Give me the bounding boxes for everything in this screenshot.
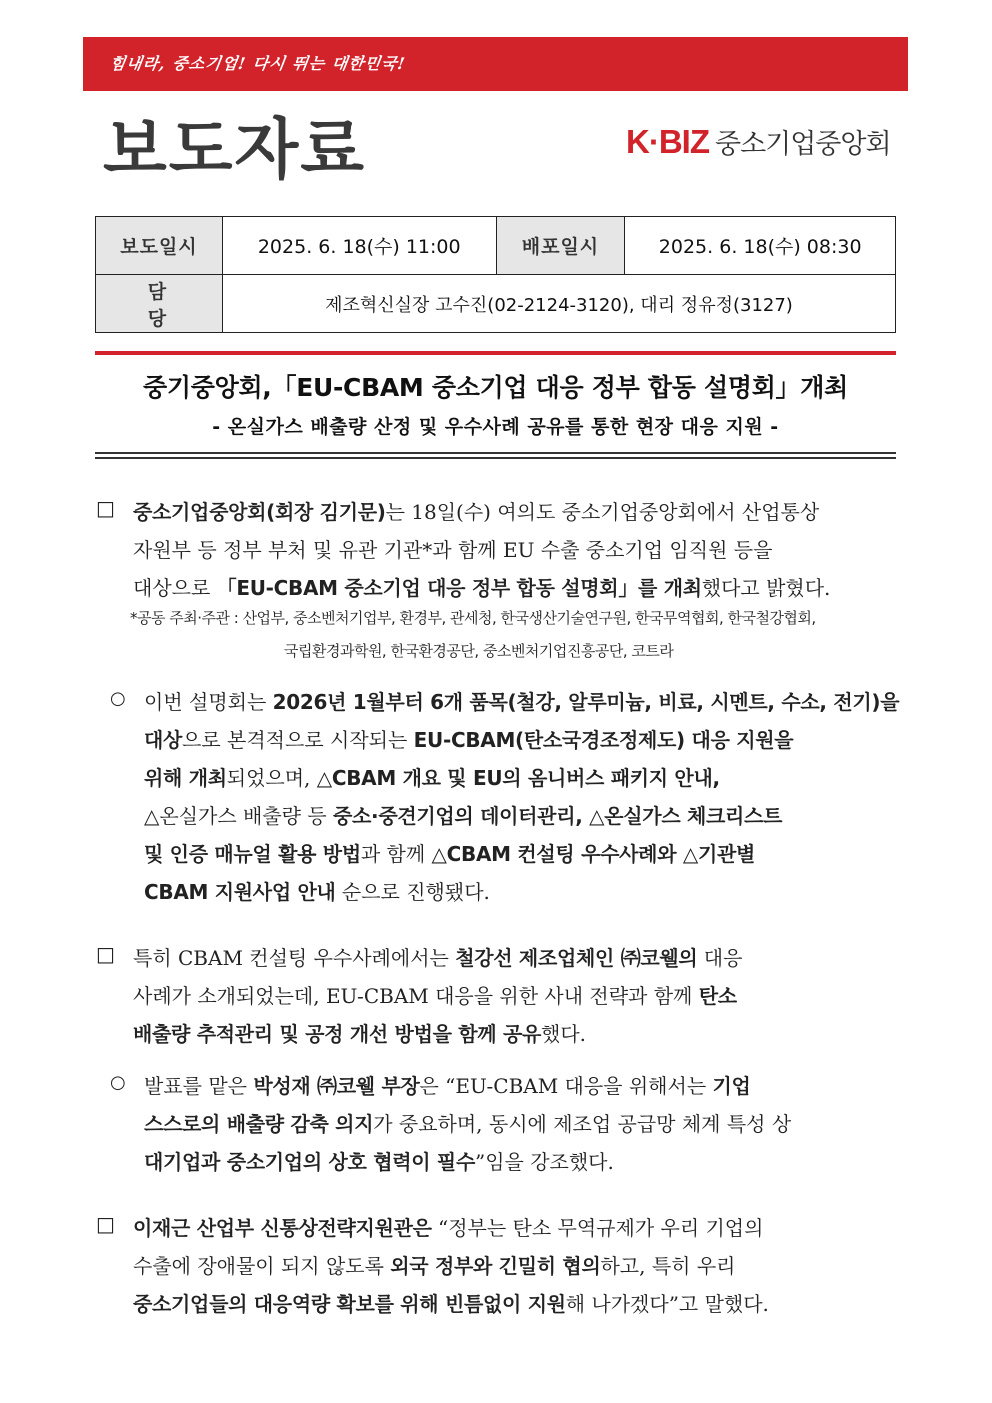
- bold-text: 이재근 산업부 신통상전략지원관은: [133, 1216, 432, 1240]
- bold-text: 위해 개최: [144, 766, 227, 790]
- text: 했다고 밝혔다.: [701, 576, 831, 600]
- bold-text: 2026년 1월부터 6개 품목(철강, 알루미늄, 비료, 시멘트, 수소, 전기)을: [272, 690, 900, 714]
- headline-top-rule: [95, 351, 896, 355]
- distribution-date-label: 배포일시: [496, 217, 625, 275]
- bold-text: 스스로의 배출량 감축 의지: [144, 1112, 374, 1136]
- paragraph-3-line-3: [133, 1018, 586, 1047]
- text: 과 함께: [360, 842, 432, 866]
- bold-text: 「EU-CBAM 중소기업 대응 정부 합동 설명회」를 개최: [216, 576, 702, 600]
- subheadline: - 온실가스 배출량 산정 및 우수사례 공유를 통한 현장 대응 지원 -: [212, 416, 779, 438]
- paragraph-4-line-3: [144, 1146, 614, 1175]
- text: 특히 CBAM 컨설팅 우수사례에서는: [133, 946, 456, 970]
- paragraph-4-line-2: [144, 1108, 791, 1137]
- paragraph-2-line-5: [144, 838, 755, 867]
- slogan-text: 힘내라, 중소기업! 다시 뛰는 대한민국!: [108, 54, 407, 73]
- bold-text: 대상: [144, 728, 183, 752]
- paragraph-5-line-1: [133, 1212, 763, 1241]
- bold-text: 배출량 추적관리 및 공정 개선 방법을 함께 공유: [133, 1022, 542, 1046]
- slogan-banner: [83, 37, 908, 91]
- square-bullet: □: [96, 942, 115, 966]
- square-bullet: □: [96, 496, 115, 520]
- bold-text: 박성재 ㈜코웰 부장: [253, 1074, 420, 1098]
- text: 는 18일(수) 여의도 중소기업중앙회에서 산업통상: [385, 500, 820, 524]
- text: 으로 본격적으로 시작되는: [182, 728, 414, 752]
- text: 대상으로: [133, 576, 217, 600]
- bold-text: 중소기업중앙회(회장 김기문): [133, 500, 386, 524]
- text: 발표를 맡은: [144, 1074, 254, 1098]
- text: △온실가스 배출량 등: [144, 804, 334, 828]
- bold-text: 기업: [712, 1074, 751, 1098]
- bold-text: 및 인증 매뉴얼 활용 방법: [144, 842, 361, 866]
- text: 이번 설명회는: [144, 690, 273, 714]
- bold-text: CBAM 지원사업 안내: [144, 880, 336, 904]
- text: 되었으며,: [226, 766, 317, 790]
- circle-bullet: ○: [110, 688, 126, 709]
- text: 순으로 진행됐다.: [335, 880, 490, 904]
- paragraph-1-line-1: [133, 496, 819, 525]
- double-rule-lower: [95, 457, 896, 459]
- bold-text: △CBAM 컨설팅 우수사례와 △기관별: [431, 842, 756, 866]
- paragraph-1-line-3: [133, 572, 830, 601]
- bold-text: 중소·중견기업의 데이터관리, △온실가스 체크리스트: [333, 804, 783, 828]
- text: 대응: [697, 946, 743, 970]
- paragraph-2-line-2: [144, 724, 793, 753]
- text: 해 나가겠다”고 말했다.: [565, 1292, 769, 1316]
- paragraph-5-line-3: [133, 1288, 769, 1317]
- text: 했다.: [541, 1022, 587, 1046]
- release-info-table: [95, 216, 896, 333]
- kbiz-logo: [626, 122, 891, 161]
- bold-text: 탄소: [698, 984, 737, 1008]
- logo-mark: K·BIZ: [626, 122, 709, 160]
- release-date-value: 2025. 6. 18(수) 11:00: [222, 217, 496, 275]
- paragraph-1-line-2: 자원부 등 정부 부처 및 유관 기관*과 함께 EU 수출 중소기업 임직원 등을: [133, 538, 773, 562]
- bold-text: 대기업과 중소기업의 상호 협력이 필수: [144, 1150, 475, 1174]
- release-date-label: 보도일시: [96, 217, 223, 275]
- footnote-line-1: *공동 주최·주관 : 산업부, 중소벤처기업부, 환경부, 관세청, 한국생산기술연구원, 한국무역협회, 한국철강협회,: [130, 609, 816, 627]
- footnote-line-2: 국립환경과학원, 한국환경공단, 중소벤처기업진흥공단, 코트라: [284, 642, 674, 660]
- document-type-title: 보도자료: [103, 111, 367, 188]
- text: “정부는 탄소 무역규제가 우리 기업의: [431, 1216, 764, 1240]
- paragraph-2-line-4: [144, 800, 782, 829]
- text: 은 “EU-CBAM 대응을 위해서는: [419, 1074, 713, 1098]
- text: ”임을 강조했다.: [474, 1150, 614, 1174]
- org-name: 중소기업중앙회: [714, 129, 891, 160]
- bold-text: 철강선 제조업체인 ㈜코웰의: [455, 946, 698, 970]
- contact-value: 제조혁신실장 고수진(02-2124-3120), 대리 정유정(3127): [222, 275, 895, 333]
- text: 가 중요하며, 동시에 제조업 공급망 체계 특성 상: [373, 1112, 792, 1136]
- bold-text: △CBAM 개요 및 EU의 옴니버스 패키지 안내,: [316, 766, 720, 790]
- bold-text: 외국 정부와 긴밀히 협의: [390, 1254, 601, 1278]
- double-rule-upper: [95, 452, 896, 454]
- paragraph-2-line-6: [144, 876, 490, 905]
- contact-label: 담 당: [96, 275, 223, 333]
- headline: 중기중앙회,「EU-CBAM 중소기업 대응 정부 합동 설명회」개최: [143, 373, 848, 402]
- text: 사례가 소개되었는데, EU-CBAM 대응을 위한 사내 전략과 함께: [133, 984, 699, 1008]
- text: 수출에 장애물이 되지 않도록: [133, 1254, 391, 1278]
- text: 하고, 특히 우리: [600, 1254, 736, 1278]
- bold-text: EU-CBAM(탄소국경조정제도) 대응 지원을: [413, 728, 794, 752]
- paragraph-2-line-1: [144, 686, 899, 715]
- paragraph-3-line-2: [133, 980, 737, 1009]
- square-bullet: □: [96, 1212, 115, 1236]
- paragraph-4-line-1: [144, 1070, 751, 1099]
- paragraph-2-line-3: [144, 762, 720, 791]
- distribution-date-value: 2025. 6. 18(수) 08:30: [625, 217, 896, 275]
- paragraph-3-line-1: [133, 942, 742, 971]
- circle-bullet: ○: [110, 1072, 126, 1093]
- bold-text: 중소기업들의 대응역량 확보를 위해 빈틈없이 지원: [133, 1292, 566, 1316]
- paragraph-5-line-2: [133, 1250, 735, 1279]
